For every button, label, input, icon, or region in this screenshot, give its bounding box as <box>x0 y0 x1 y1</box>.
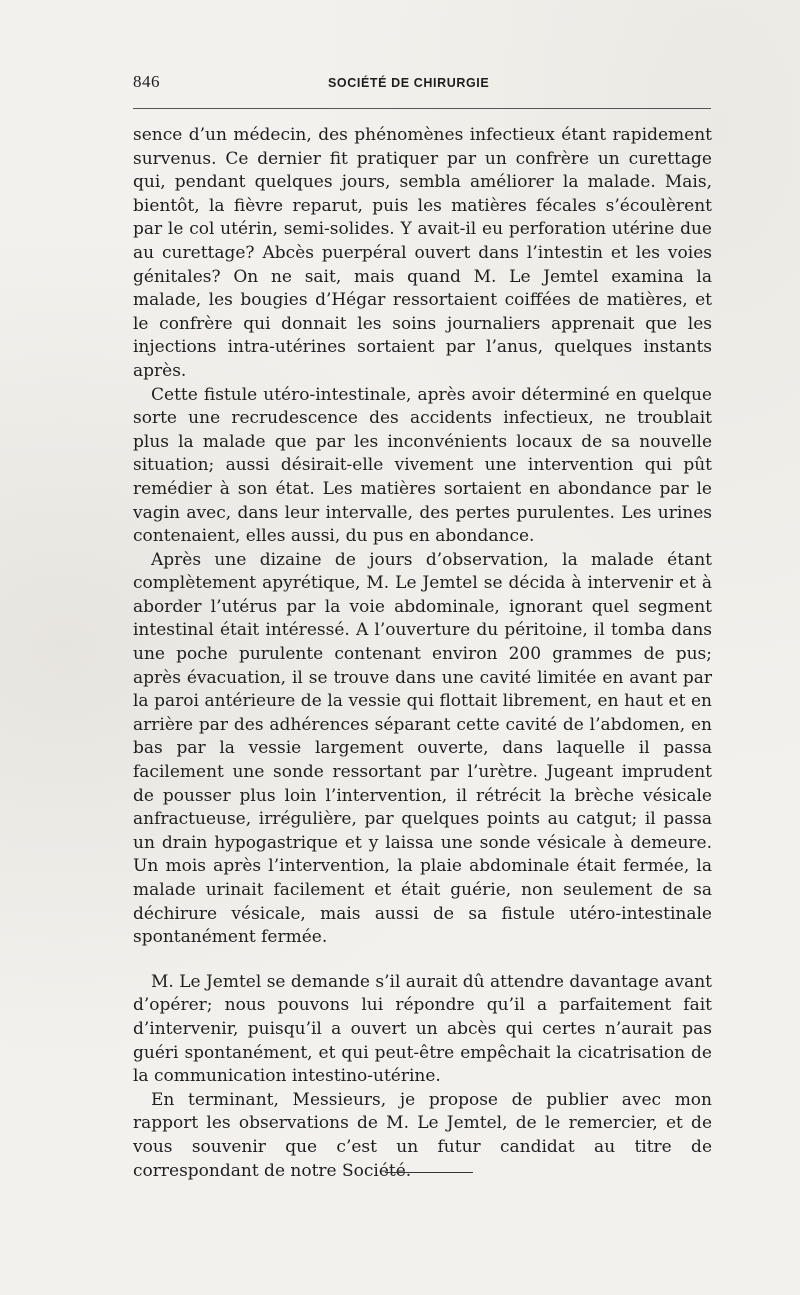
header-rule <box>133 108 711 109</box>
paragraph-gap <box>133 950 712 971</box>
paragraph: En terminant, Messieurs, je propose de publier avec mon rapport les observations de M. Le Jemtel, de le remercier, et de vous souvenir que c’est un futur candidat au titre de correspondant de notre Société. <box>133 1089 712 1181</box>
paragraph: Après une dizaine de jours d’observation, la malade étant complètement apyrétique, M. Le Jemtel se décida à intervenir et à aborder l’utérus par la voie abdominale, ignorant quel segment intestinal était intéressé. A l’ouverture du péritoine, il tomba dans une poche purulente contenant environ 200 grammes de pus; après évacuation, il se trouve dans une cavité limitée en avant par la paroi antérieure de la vessie qui flottait librement, en haut et en arrière par des adhérences séparant cette cavité de l’abdomen, en bas par la vessie largement ouverte, dans laquelle il passa facilement une sonde ressortant par l’urètre. Jugeant imprudent de pousser plus loin l’intervention, il rétrécit la brèche vésicale anfractueuse, irrégulière, par quelques points au catgut; il passa un drain hypogastrique et y laissa une sonde vésicale à demeure. Un mois après l’intervention, la plaie abdominale était fermée, la malade urinait facilement et était guérie, non seulement de sa déchirure vésicale, mais aussi de sa fistule utéro-intestinale spontanément fermée. <box>133 549 712 948</box>
paragraph: sence d’un médecin, des phénomènes infectieux étant rapidement survenus. Ce dernier fit pratiquer par un confrère un curettage qui, pendant quelques jours, sembla améliorer la malade. Mais, bientôt, la fièvre reparut, puis les matières fécales s’écoulèrent par le col utérin, semi-solides. Y avait-il eu perforation utérine due au curettage? Abcès puerpéral ouvert dans l’intestin et les voies génitales? On ne sait, mais quand M. Le Jemtel examina la malade, les bougies d’Hégar ressortaient coiffées de matières, et le confrère qui donnait les soins journaliers apprenait que les injections intra-utérines sortaient par l’anus, quelques instants après. <box>133 125 712 381</box>
page-header <box>133 72 713 100</box>
paragraph: M. Le Jemtel se demande s’il aurait dû attendre davantage avant d’opérer; nous pouvons lui répondre qu’il a parfaitement fait d’intervenir, puisqu’il a ouvert un abcès qui certes n’aurait pas guéri spontanément, et qui peut-être empêchait la cicatrisation de la communication intestino-utérine. <box>133 971 712 1087</box>
running-title: SOCIÉTÉ DE CHIRURGIE <box>328 76 490 90</box>
paragraph: Cette fistule utéro-intestinale, après avoir déterminé en quelque sorte une recrudescence des accidents infectieux, ne troublait plus la malade que par les inconvénients locaux de sa nouvelle situation; aussi désirait-elle vivement une intervention qui pût remédier à son état. Les matières sortaient en abondance par le vagin avec, dans leur intervalle, des pertes purulentes. Les urines contenaient, elles aussi, du pus en abondance. <box>133 384 712 547</box>
page-number: 846 <box>133 72 160 91</box>
end-rule <box>385 1172 473 1173</box>
body-text <box>133 124 712 1183</box>
